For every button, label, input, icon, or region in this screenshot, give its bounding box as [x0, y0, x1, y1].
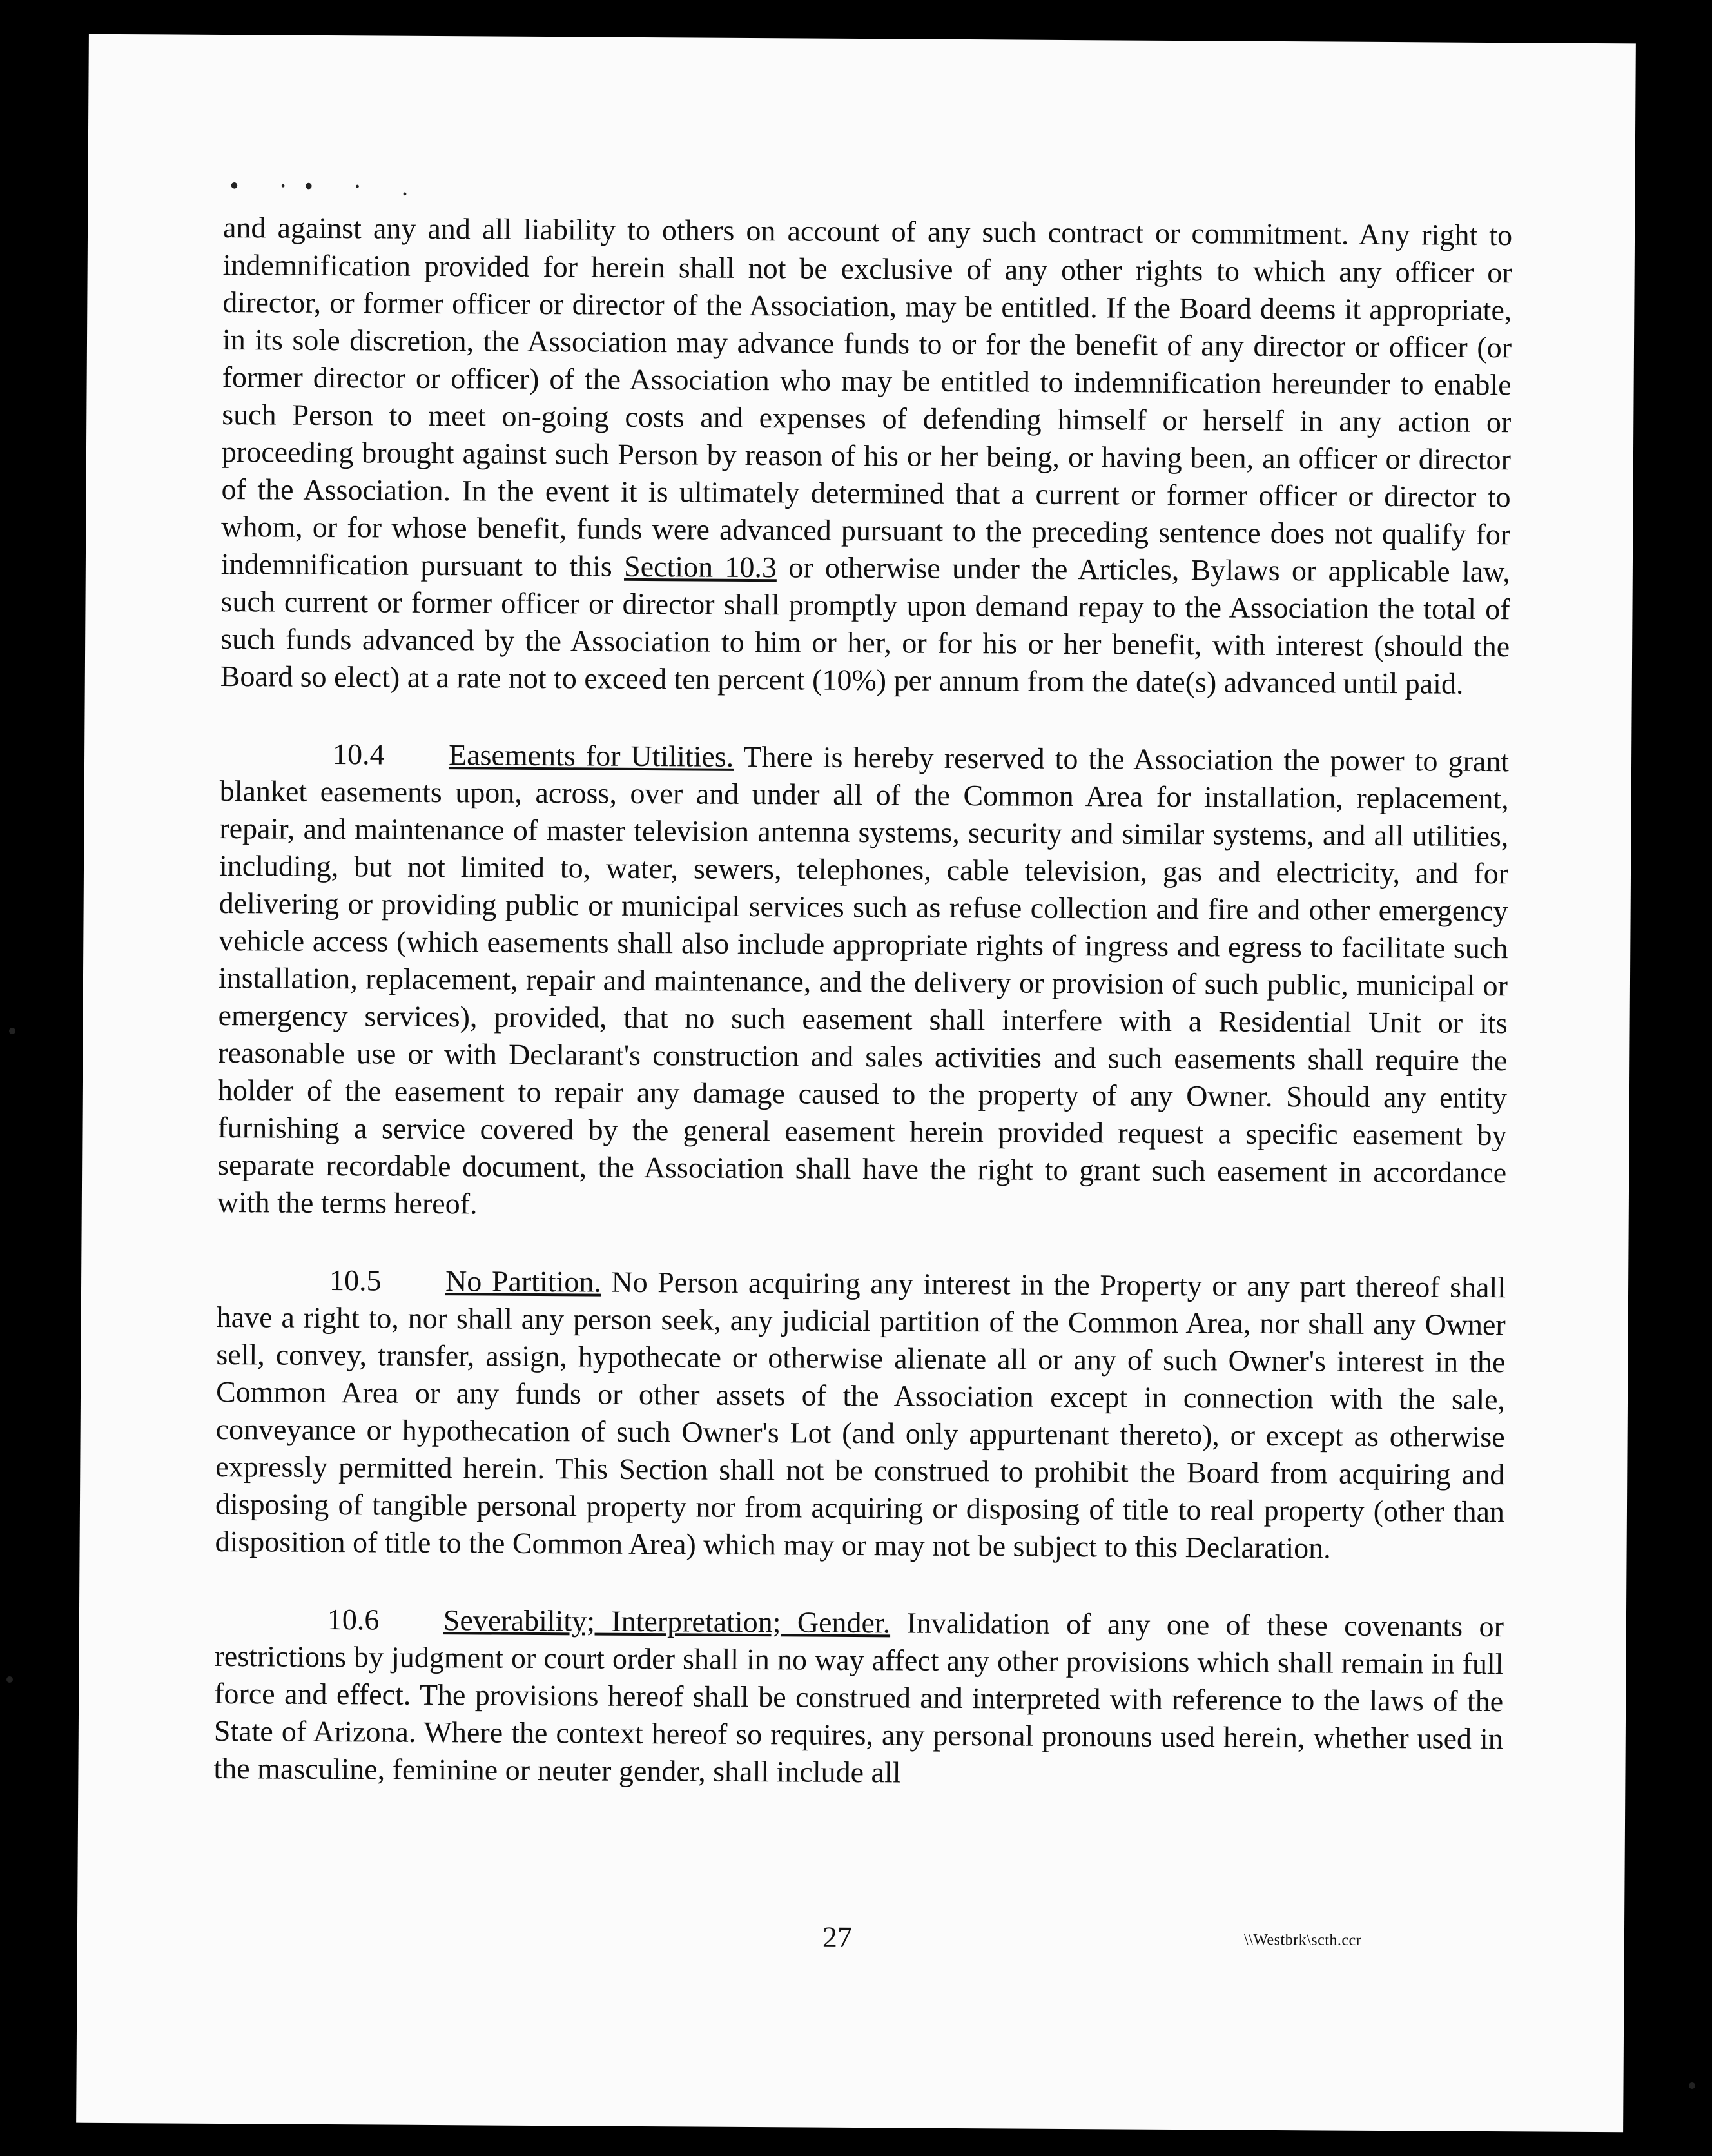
scan-speckles: • ·• · .	[229, 171, 425, 201]
section-body: Invalidation of any one of these covenants or restrictions by judgment or court order shall in no way affect any other provisions which shall remain in full force and effect. The provisions hereof shall be construed and interpreted with reference to the laws of the State of Arizona. Where the context hereof so requires, any personal pronouns used herein, whether used in the masculine, feminine or neuter gender, shall include all	[213, 1606, 1504, 1789]
section-number: 10.6	[327, 1603, 380, 1636]
section-heading: No Partition.	[445, 1264, 602, 1298]
section-10-4	[217, 735, 1510, 1229]
section-heading: Easements for Utilities.	[448, 738, 734, 773]
file-path-label: \\Westbrk\scth.ccr	[1243, 1931, 1362, 1949]
paragraph-text-after-ref: or otherwise under the Articles, Bylaws or applicable law, such current or former officer or director shall promptly upon demand repay to the Association the total of such funds advanced by the Association to him or her, or for his or her benefit, with interest (should the Board so elect) at a rate not to exceed ten percent (10%) per annum from the date(s) advanced until paid.	[220, 551, 1511, 700]
scan-edge-mark	[9, 1028, 15, 1034]
section-number: 10.4	[332, 738, 385, 771]
section-reference: Section 10.3	[624, 549, 777, 584]
continued-paragraph	[220, 209, 1513, 703]
section-number: 10.5	[329, 1264, 382, 1297]
scan-edge-mark	[6, 1676, 13, 1683]
section-body: No Person acquiring any interest in the Property or any part thereof shall have a right to, nor shall any person seek, any judicial partition of the Common Area, nor shall any Owner sell, convey, transfer, assign, hypothecate or otherwise alienate all or any of such Owner's interest in the Common Area or any funds or other assets of the Association except in connection with the sale, conveyance or hypothecation of such Owner's Lot (and only appurtenant thereto), or except as otherwise expressly permitted herein. This Section shall not be construed to prohibit the Board from acquiring and disposing of tangible personal property nor from acquiring or disposing of title to real property (other than disposition of title to the Common Area) which may or may not be subject to this Declaration.	[215, 1265, 1506, 1565]
document-body	[213, 209, 1512, 1835]
section-10-6	[213, 1600, 1504, 1795]
paragraph-text-before-ref: and against any and all liability to others on account of any such contract or commitment. Any right to indemnification provided for herein shall not be exclusive of any other rights to which any officer or director, or former officer or director of the Association, may be entitled. If the Board deems it appropriate, in its sole discretion, the Association may advance funds to or for the benefit of any director or officer (or former director or officer) of the Association who may be entitled to indemnification hereunder to enable such Person to meet on-going costs and expenses of defending himself or herself in any action or proceeding brought against such Person by reason of his or her being, or having been, an officer or director of the Association. In the event it is ultimately determined that a current or former officer or director to whom, or for whose benefit, funds were advanced pursuant to the preceding sentence does not qualify for indemnification pursuant to this	[220, 210, 1513, 583]
page-number: 27	[822, 1920, 853, 1954]
document-page	[76, 34, 1636, 2133]
section-10-5	[215, 1261, 1506, 1568]
section-body: There is hereby reserved to the Association the power to grant blanket easements upon, across, over and under all of the Common Area for installation, replacement, repair, and maintenance of master television antenna systems, security and similar systems, and all utilities, including, but not limited to, water, sewers, telephones, cable television, gas and electricity, and for delivering or providing public or municipal services such as refuse collection and fire and other emergency vehicle access (which easements shall also include appropriate rights of ingress and egress to facilitate such installation, replacement, repair and maintenance, and the delivery or provision of such public, municipal or emergency services), provided, that no such easement shall interfere with a Residential Unit or its reasonable use or with Declarant's construction and sales activities and such easements shall require the holder of the easement to repair any damage caused to the property of any Owner. Should any entity furnishing a service covered by the general easement herein provided request a specific easement by separate recordable document, the Association shall have the right to grant such easement in accordance with the terms hereof.	[217, 740, 1510, 1220]
scan-edge-mark	[1689, 2082, 1695, 2089]
section-heading: Severability; Interpretation; Gender.	[443, 1603, 891, 1640]
